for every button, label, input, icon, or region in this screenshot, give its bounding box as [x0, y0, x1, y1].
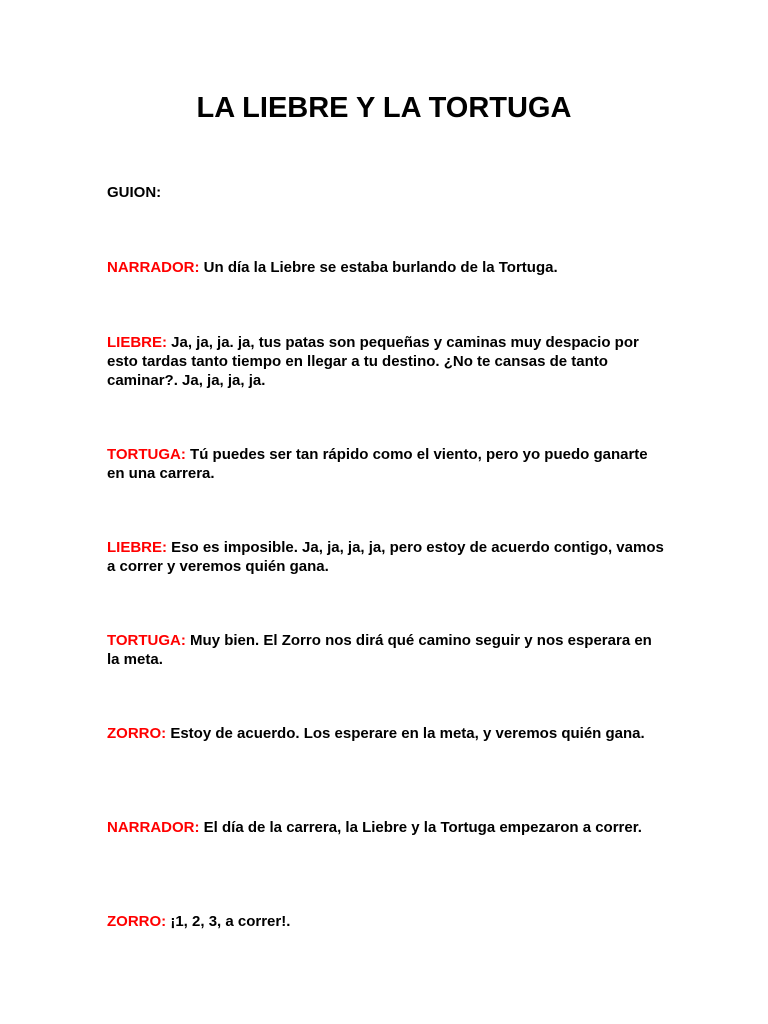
speaker-label: ZORRO:	[107, 725, 167, 742]
dialogue-text: Muy bien. El Zorro nos dirá qué camino seguir y nos esperara en la meta.	[107, 632, 652, 668]
speaker-label: TORTUGA:	[107, 632, 186, 649]
dialogue-text: Eso es imposible. Ja, ja, ja, ja, pero estoy de acuerdo contigo, vamos a correr y veremos quién gana.	[107, 539, 664, 575]
dialogue-text: Tú puedes ser tan rápido como el viento, pero yo puedo ganarte en una carrera.	[107, 446, 648, 482]
dialogue-text: Estoy de acuerdo. Los esperare en la meta, y veremos quién gana.	[166, 725, 645, 742]
speaker-label: LIEBRE:	[107, 334, 167, 351]
script-line-liebre-1	[107, 333, 667, 390]
speaker-label: LIEBRE:	[107, 539, 167, 556]
script-line-zorro-1	[107, 724, 667, 743]
speaker-label: NARRADOR:	[107, 259, 200, 276]
speaker-label: NARRADOR:	[107, 819, 200, 836]
script-line-zorro-2	[107, 912, 667, 931]
speaker-label: ZORRO:	[107, 913, 167, 930]
document-title: LA LIEBRE Y LA TORTUGA	[196, 92, 572, 124]
section-label: GUION:	[107, 184, 162, 201]
script-line-tortuga-2	[107, 631, 667, 669]
dialogue-text: ¡1, 2, 3, a correr!.	[166, 913, 291, 930]
script-line-narrador-2	[107, 818, 667, 837]
script-line-narrador-1	[107, 258, 667, 277]
speaker-label: TORTUGA:	[107, 446, 186, 463]
script-line-tortuga-1	[107, 445, 667, 483]
dialogue-text: Un día la Liebre se estaba burlando de la Tortuga.	[199, 259, 558, 276]
dialogue-text: El día de la carrera, la Liebre y la Tortuga empezaron a correr.	[199, 819, 642, 836]
dialogue-text: Ja, ja, ja. ja, tus patas son pequeñas y caminas muy despacio por esto tardas tanto tiempo en llegar a tu destino. ¿No te cansas de tanto caminar?. Ja, ja, ja, ja.	[107, 334, 639, 389]
script-line-liebre-2	[107, 538, 667, 576]
